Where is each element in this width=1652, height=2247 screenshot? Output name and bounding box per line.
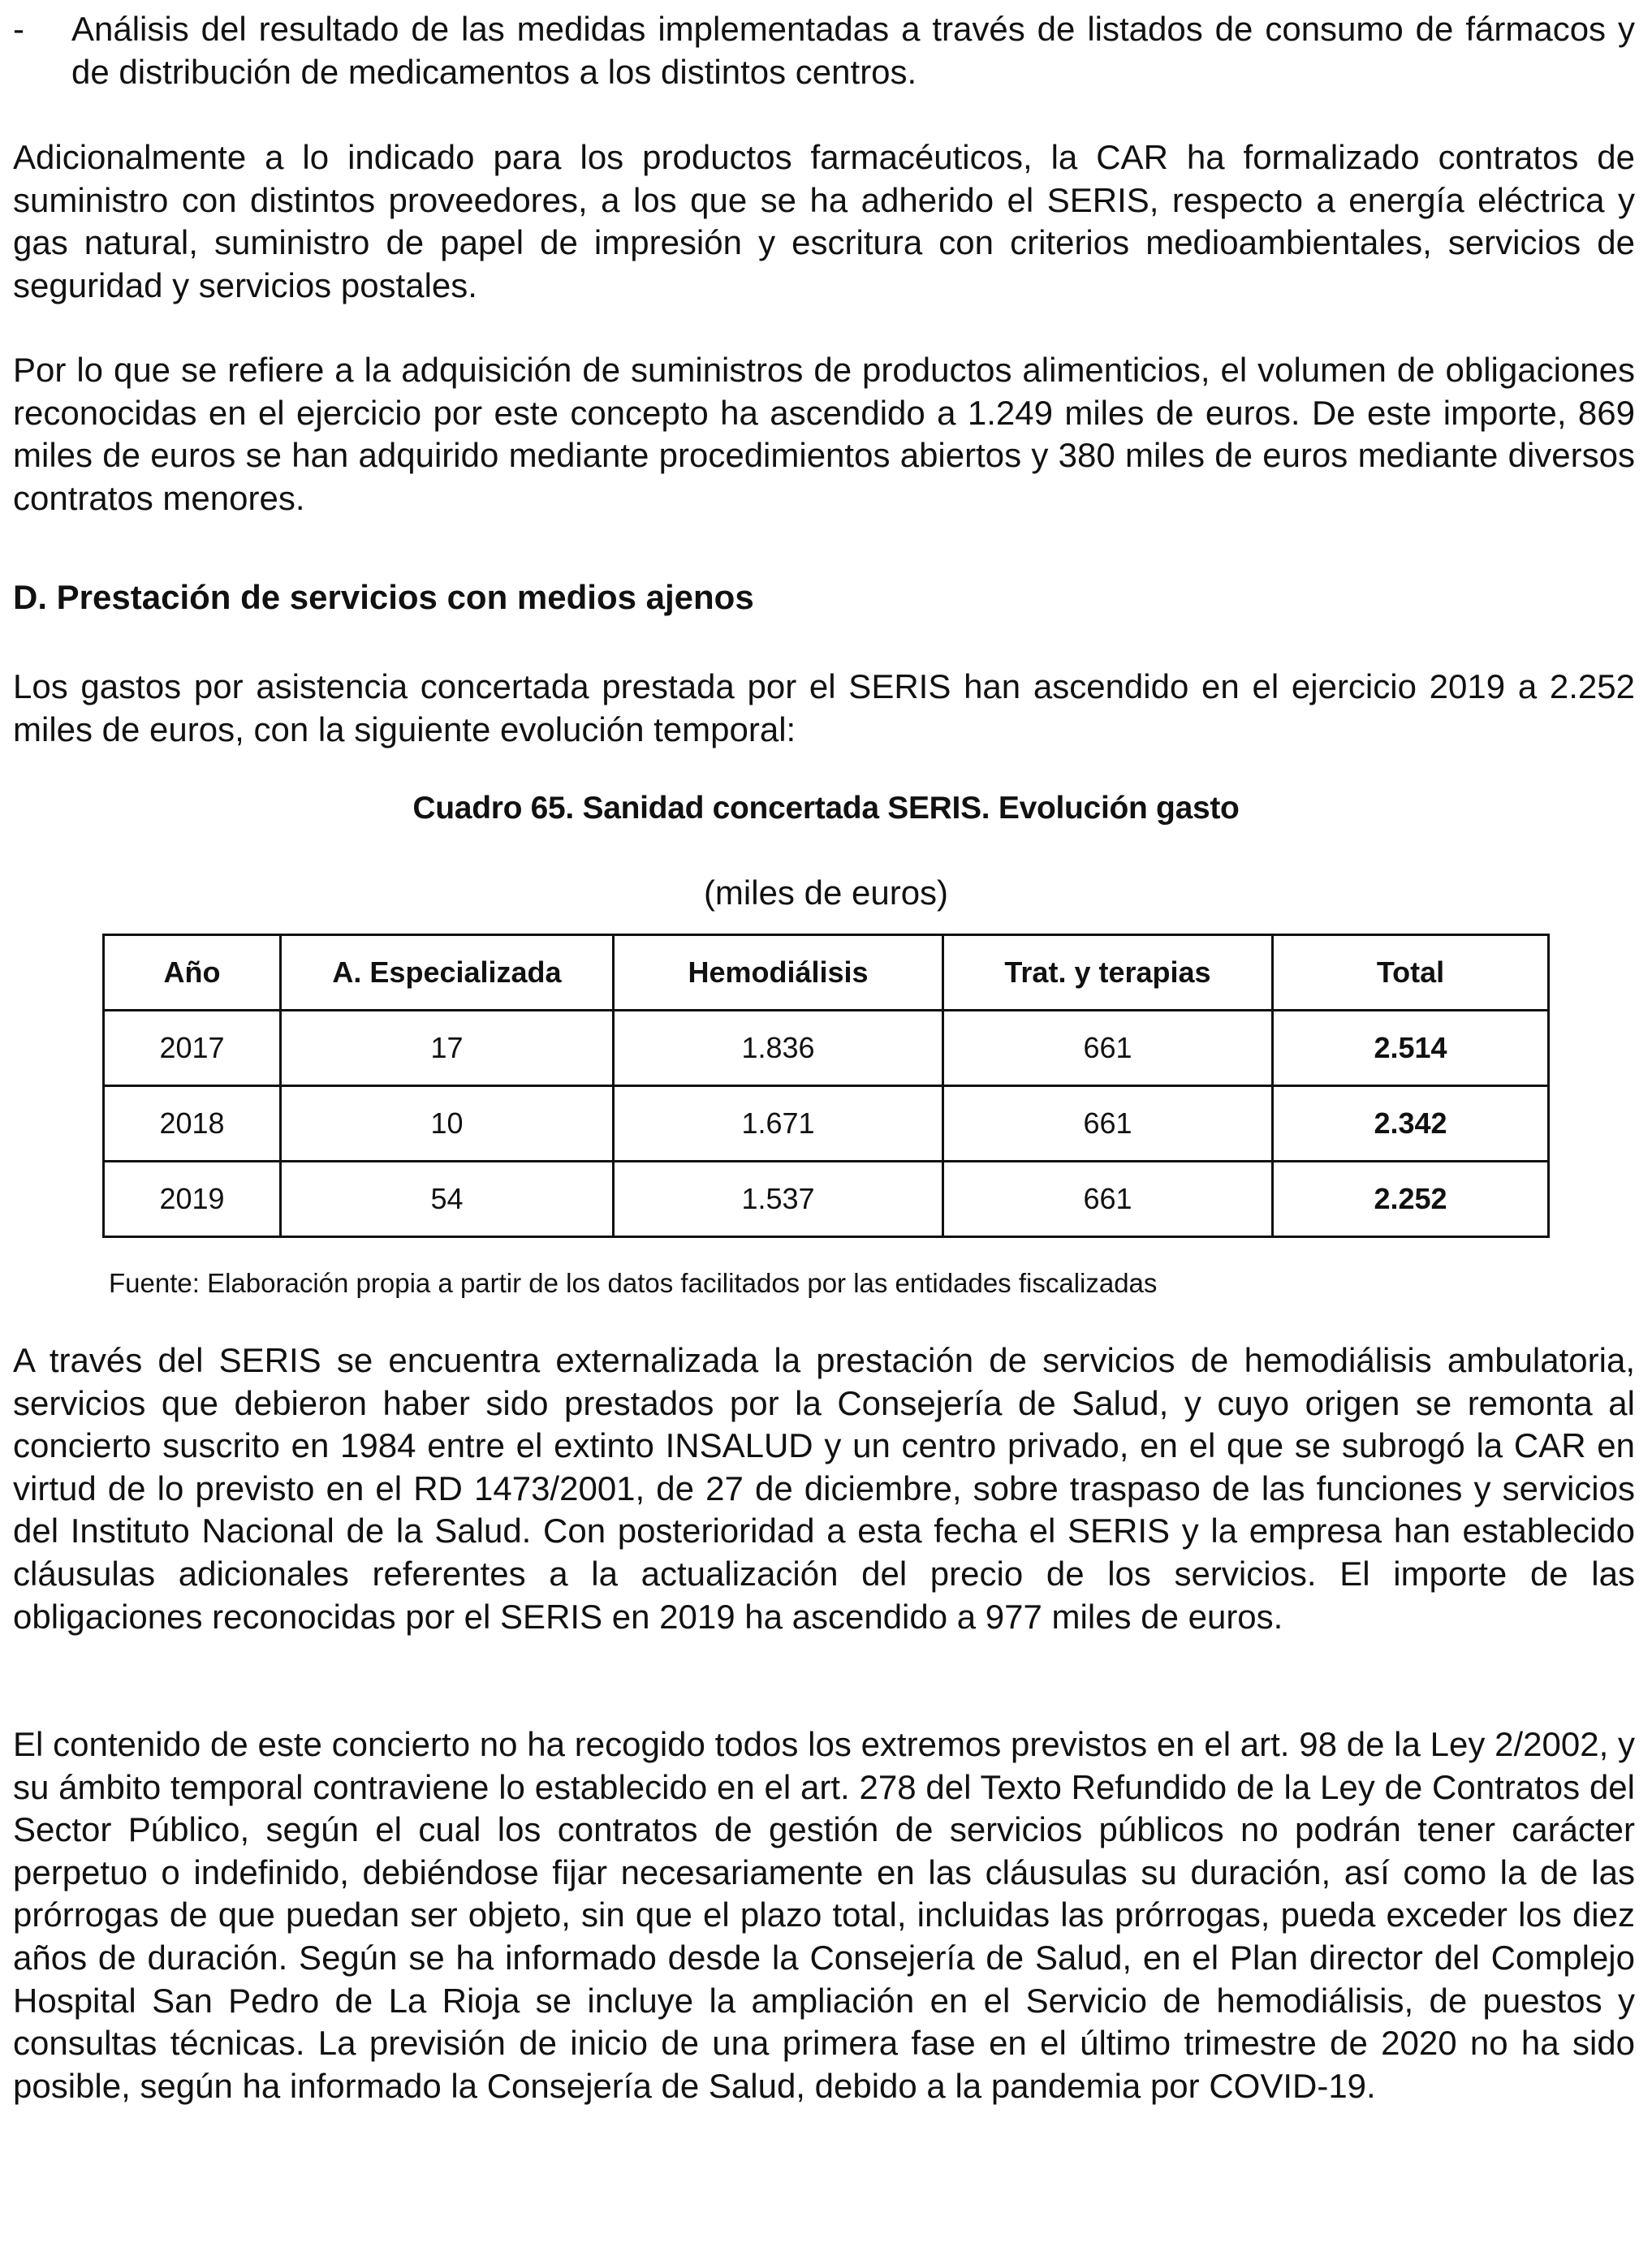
cell-total: 2.514	[1273, 1011, 1549, 1086]
table-row	[104, 1162, 1549, 1237]
cell-year: 2017	[104, 1011, 281, 1086]
paragraph-contracts: Adicionalmente a lo indicado para los productos farmacéuticos, la CAR ha formalizado contratos de suministro con distintos proveedores, a los que se ha adherido el SERIS, respecto a energía eléctrica y gas natural, suministro de papel de impresión y escritura con criterios medioambientales, servicios de seguridad y servicios postales.	[13, 138, 1635, 304]
cell-specialized: 10	[281, 1086, 614, 1162]
cell-specialized: 54	[281, 1162, 614, 1237]
section-heading: D. Prestación de servicios con medios ajenos	[13, 578, 754, 616]
table-source-note: Fuente: Elaboración propia a partir de los datos facilitados por las entidades fiscalizadas	[109, 1268, 1158, 1298]
cell-therapies: 661	[943, 1086, 1273, 1162]
expense-table	[102, 934, 1550, 1238]
table-row	[104, 1086, 1549, 1162]
paragraph-concerted-expenses: Los gastos por asistencia concertada prestada por el SERIS han ascendido en el ejercicio 2019 a 2.252 miles de euros, con la siguiente evolución temporal:	[13, 667, 1635, 748]
cell-total: 2.342	[1273, 1086, 1549, 1162]
table-caption: Cuadro 65. Sanidad concertada SERIS. Evolución gasto	[412, 791, 1240, 826]
cell-year: 2019	[104, 1162, 281, 1237]
bullet-text: Análisis del resultado de las medidas implementadas a través de listados de consumo de fármacos y de distribución de medicamentos a los distintos centros.	[71, 10, 1635, 91]
bullet-dash: -	[13, 10, 24, 48]
table-header-row	[104, 935, 1549, 1011]
cell-hemodialysis: 1.537	[614, 1162, 943, 1237]
cell-therapies: 661	[943, 1162, 1273, 1237]
cell-year: 2018	[104, 1086, 281, 1162]
paragraph-food-supplies: Por lo que se refiere a la adquisición de suministros de productos alimenticios, el volumen de obligaciones reconocidas en el ejercicio por este concepto ha ascendido a 1.249 miles de euros. De este importe, 869 miles de euros se han adquirido mediante procedimientos abiertos y 380 miles de euros mediante diversos contratos menores.	[13, 351, 1635, 517]
header-hemodialysis: Hemodiálisis	[614, 935, 943, 1011]
header-total: Total	[1273, 935, 1549, 1011]
paragraph-hemodialysis-outsourcing: A través del SERIS se encuentra externalizada la prestación de servicios de hemodiálisis ambulatoria, servicios que debieron haber sido prestados por la Consejería de Salud, y cuyo origen se remonta al concierto suscrito en 1984 entre el extinto INSALUD y un centro privado, en el que se subrogó la CAR en virtud de lo previsto en el RD 1473/2001, de 27 de diciembre, sobre traspaso de las funciones y servicios del Instituto Nacional de la Salud. Con posterioridad a esta fecha el SERIS y la empresa han establecido cláusulas adicionales referentes a la actualización del precio de los servicios. El importe de las obligaciones reconocidas por el SERIS en 2019 ha ascendido a 977 miles de euros.	[13, 1341, 1635, 1636]
header-specialized: A. Especializada	[281, 935, 614, 1011]
cell-total: 2.252	[1273, 1162, 1549, 1237]
paragraph-concert-content: El contenido de este concierto no ha recogido todos los extremos previstos en el art. 98 de la Ley 2/2002, y su ámbito temporal contraviene lo establecido en el art. 278 del Texto Refundido de la Ley de Contratos del Sector Público, según el cual los contratos de gestión de servicios públicos no podrán tener carácter perpetuo o indefinido, debiéndose fijar necesariamente en las cláusulas su duración, así como la de las prórrogas de que puedan ser objeto, sin que el plazo total, incluidas las prórrogas, pueda exceder los diez años de duración. Según se ha informado desde la Consejería de Salud, en el Plan director del Complejo Hospital San Pedro de La Rioja se incluye la ampliación en el Servicio de hemodiálisis, de puestos y consultas técnicas. La previsión de inicio de una primera fase en el último trimestre de 2020 no ha sido posible, según ha informado la Consejería de Salud, debido a la pandemia por COVID-19.	[13, 1725, 1635, 2105]
cell-therapies: 661	[943, 1011, 1273, 1086]
cell-hemodialysis: 1.671	[614, 1086, 943, 1162]
header-therapies: Trat. y terapias	[943, 935, 1273, 1011]
cell-hemodialysis: 1.836	[614, 1011, 943, 1086]
table-units: (miles de euros)	[703, 873, 949, 912]
cell-specialized: 17	[281, 1011, 614, 1086]
header-year: Año	[104, 935, 281, 1011]
table-row	[104, 1011, 1549, 1086]
